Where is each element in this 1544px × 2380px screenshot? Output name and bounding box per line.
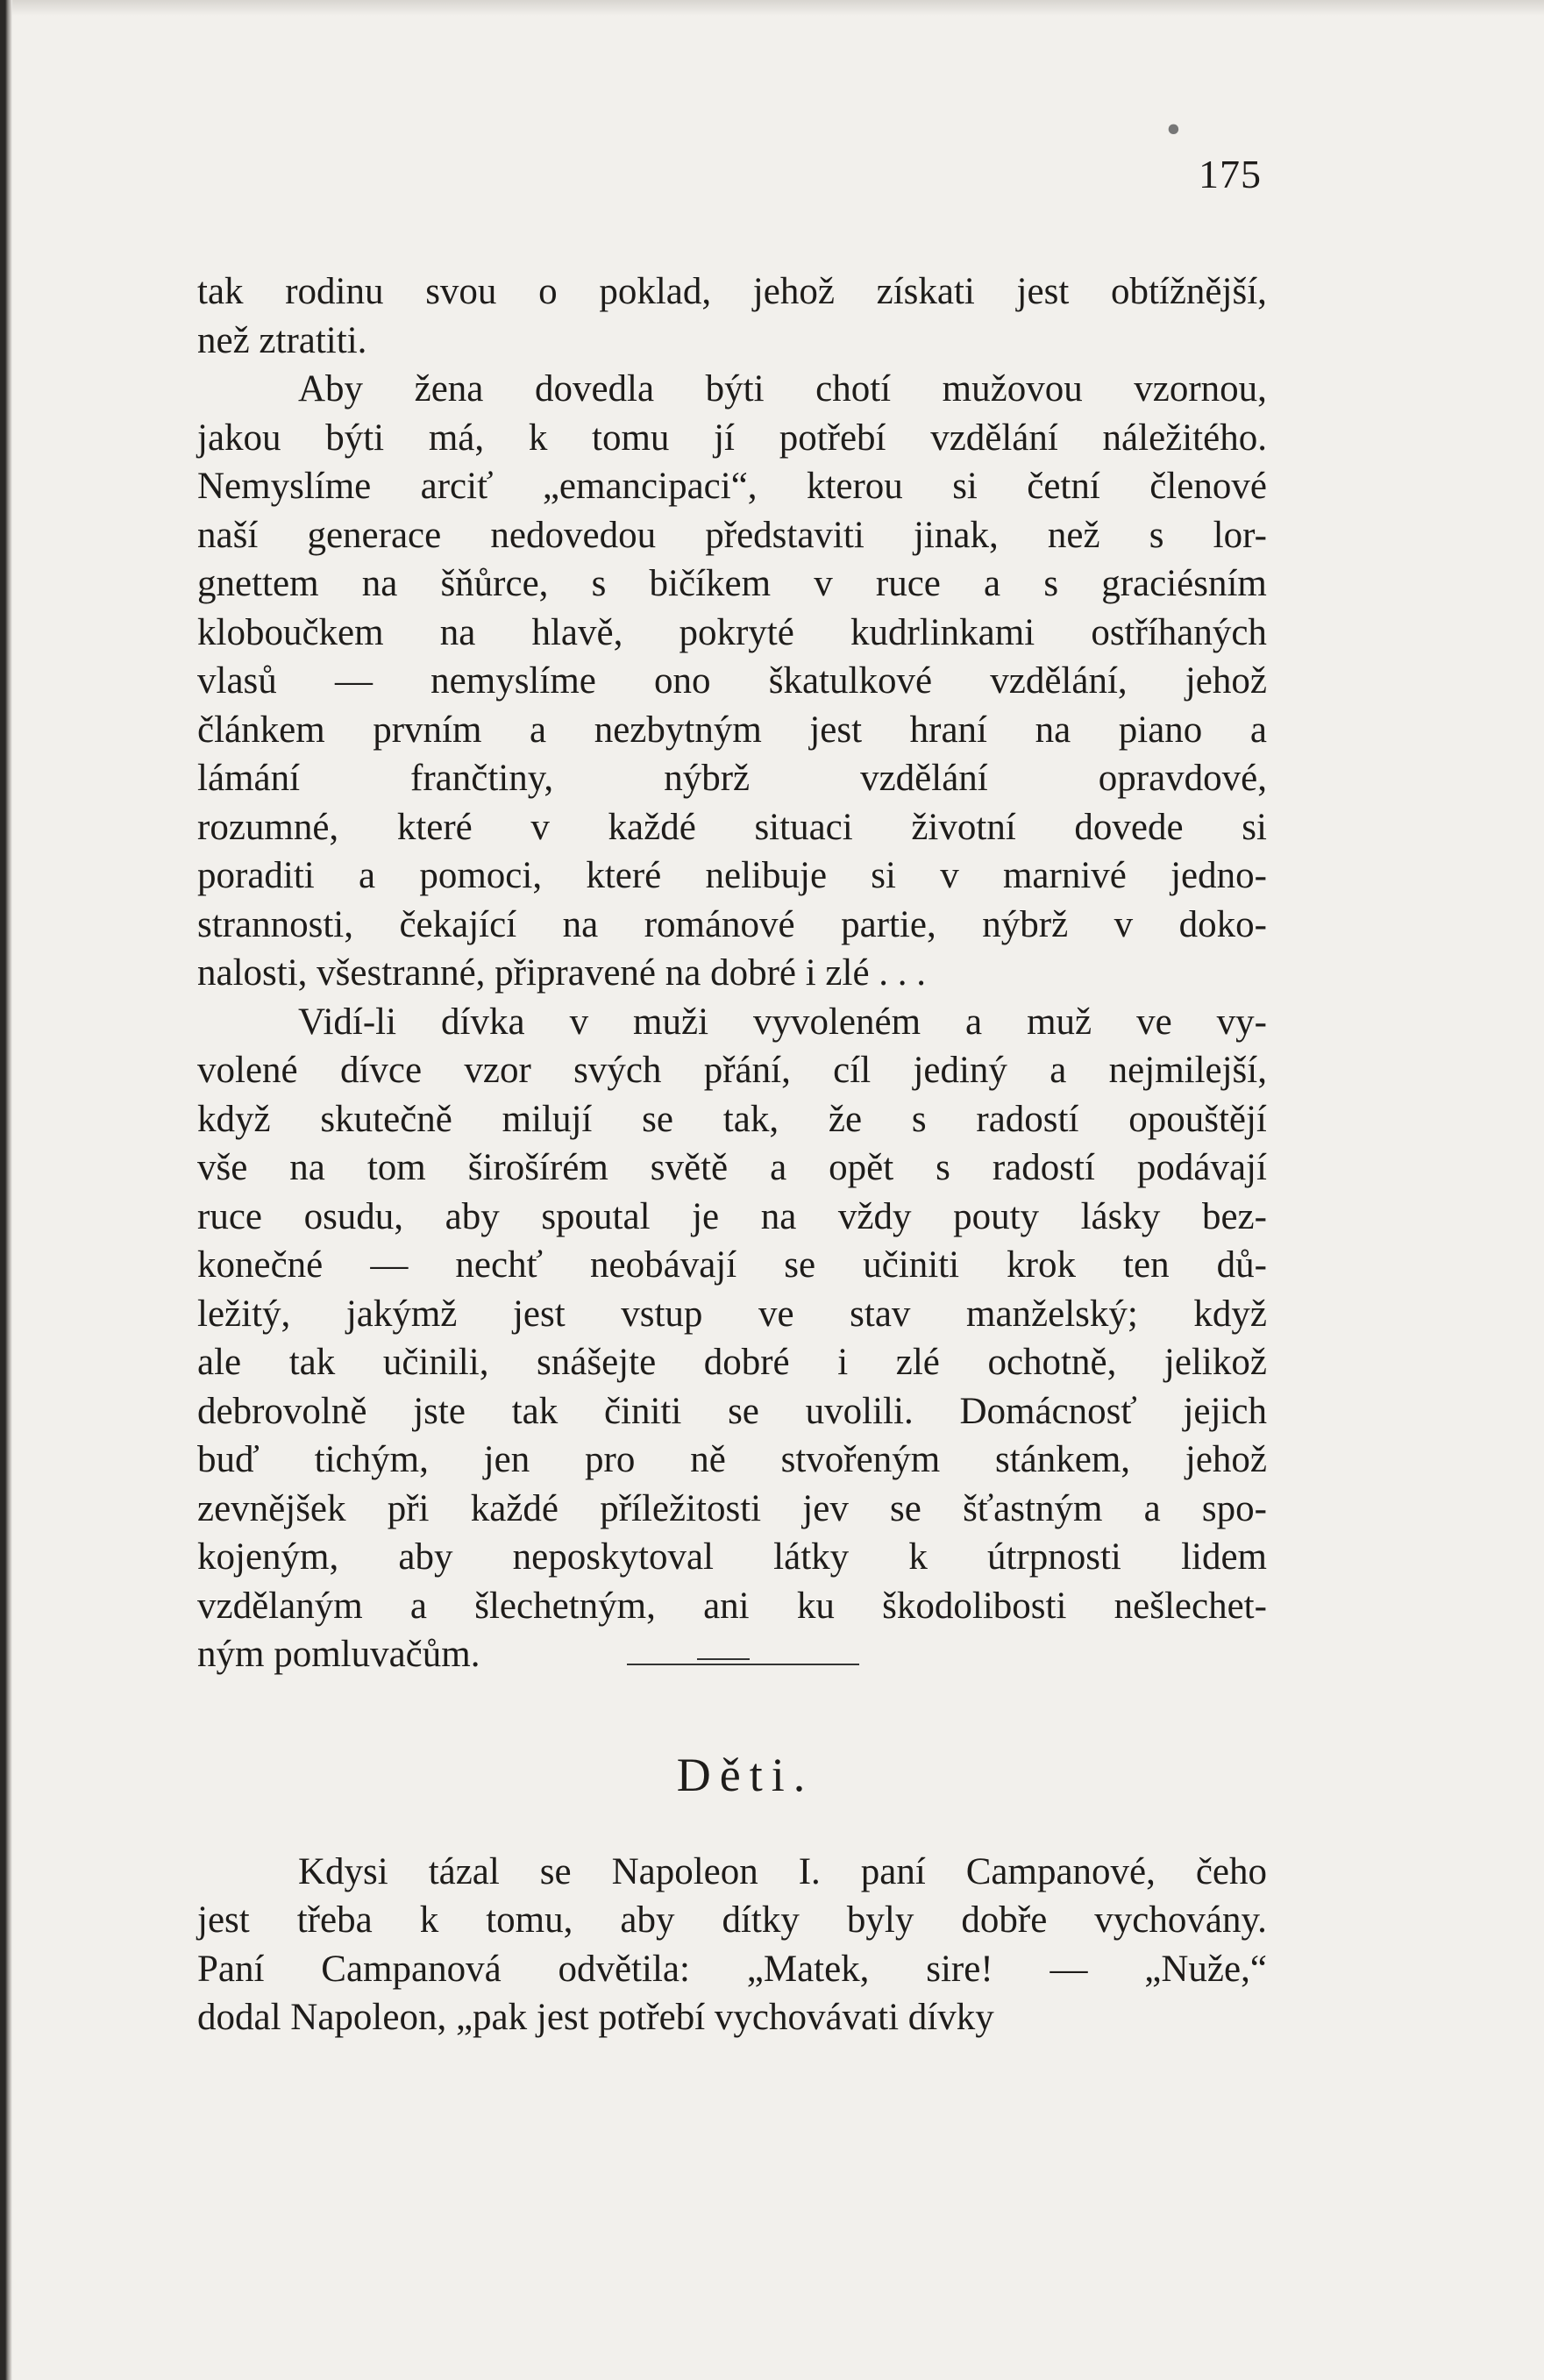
text-line: ležitý, jakýmž jest vstup ve stav manželský; když (197, 1293, 1267, 1335)
body-paragraphs (197, 267, 1267, 1679)
closing-rule (627, 1664, 859, 1665)
text-line: zevnějšek při každé příležitosti jev se šťastným a spo- (197, 1487, 1267, 1529)
text-line: jakou býti má, k tomu jí potřebí vzdělání náležitého. (197, 417, 1267, 459)
text-line: poraditi a pomoci, které nelibuje si v marnivé jedno- (197, 855, 1267, 896)
text-line: než ztratiti. (197, 319, 367, 361)
scan-top-shadow (0, 0, 1544, 16)
text-line: vše na tom širošírém světě a opět s radostí podávají (197, 1147, 1267, 1188)
text-line: vzdělaným a šlechetným, ani ku škodolibosti nešlechet- (197, 1585, 1267, 1627)
text-line: strannosti, čekající na románové partie, nýbrž v doko- (197, 903, 1267, 945)
text-line: gnettem na šňůrce, s bičíkem v ruce a s graciésním (197, 563, 1267, 604)
text-line: volené dívce vzor svých přání, cíl jediný a nejmilejší, (197, 1050, 1267, 1091)
text-line: lámání frančtiny, nýbrž vzdělání opravdové, (197, 758, 1267, 799)
page-number: 175 (1199, 152, 1262, 196)
scan-speck: • (1166, 106, 1181, 153)
text-line: buď tichým, jen pro ně stvořeným stánkem, jehož (197, 1439, 1267, 1480)
text-line: naší generace nedovedou představiti jinak, než s lor- (197, 514, 1267, 556)
text-line: tak rodinu svou o poklad, jehož získati jest obtížnější, (197, 271, 1267, 312)
scan-binding-edge (0, 0, 12, 2380)
text-line: vlasů — nemyslíme ono škatulkové vzdělání, jehož (197, 660, 1267, 702)
text-line: rozumné, které v každé situaci životní dovede si (197, 806, 1267, 848)
text-line: kojeným, aby neposkytoval látky k útrpnosti lidem (197, 1536, 1267, 1578)
section-title: Děti. (676, 1748, 815, 1801)
text-line: konečné — nechť neobávají se učiniti krok ten dů- (197, 1244, 1267, 1286)
text-line: jest třeba k tomu, aby dítky byly dobře vychovány. (197, 1899, 1267, 1941)
paragraph (197, 267, 1267, 365)
text-line: Paní Campanová odvětila: „Matek, sire! — „Nuže,“ (197, 1948, 1267, 1990)
text-line: když skutečně milují se tak, že s radostí opouštějí (197, 1098, 1267, 1140)
text-line: Kdysi tázal se Napoleon I. paní Campanové, čeho (298, 1850, 1267, 1892)
text-line: ruce osudu, aby spoutal je na vždy pouty lásky bez- (197, 1195, 1267, 1237)
text-line: ale tak učinili, snášejte dobré i zlé ochotně, jelikož (197, 1342, 1267, 1383)
text-line: článkem prvním a nezbytným jest hraní na piano a (197, 709, 1267, 751)
text-line: Nemyslíme arciť „emancipaci“, kterou si četní členové (197, 466, 1267, 507)
text-line: nalosti, všestranné, připravené na dobré i zlé . . . (197, 952, 927, 994)
paragraph (197, 998, 1267, 1679)
paragraph (197, 365, 1267, 998)
text-line: kloboučkem na hlavě, pokryté kudrlinkami ostříhaných (197, 611, 1267, 653)
text-line: ným pomluvačům. (197, 1634, 480, 1675)
text-line: debrovolně jste tak činiti se uvolili. Domácnosť jejich (197, 1390, 1267, 1432)
section-paragraph (197, 1848, 1267, 2042)
text-line: Aby žena dovedla býti chotí mužovou vzornou, (298, 368, 1267, 410)
text-line: Vidí-li dívka v muži vyvoleném a muž ve vy- (298, 1001, 1267, 1043)
paragraph (197, 1848, 1267, 2042)
text-line: dodal Napoleon, „pak jest potřebí vychovávati dívky (197, 1997, 994, 2038)
page-body (197, 267, 1267, 2042)
